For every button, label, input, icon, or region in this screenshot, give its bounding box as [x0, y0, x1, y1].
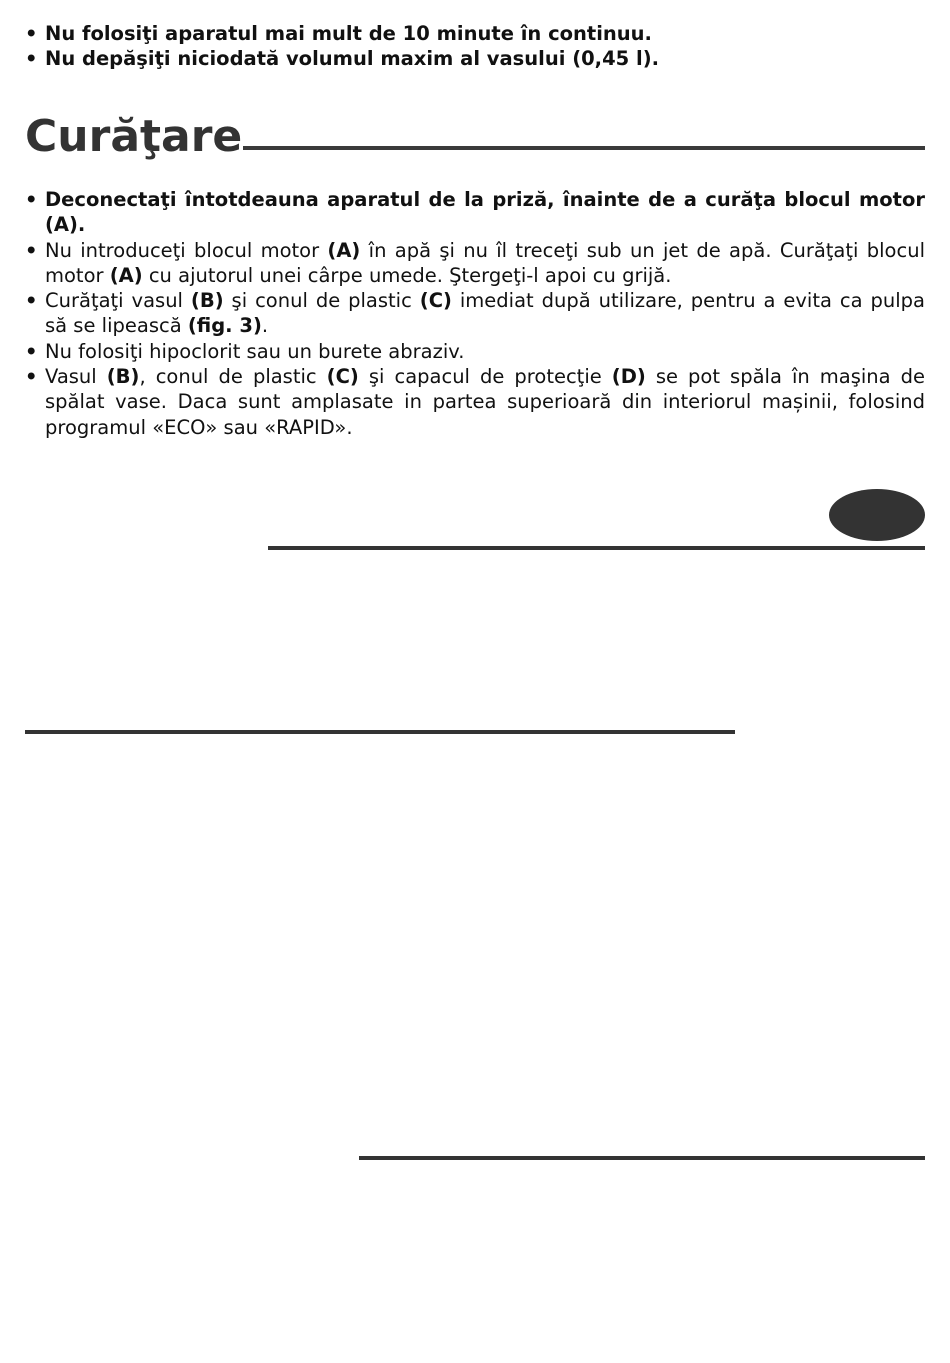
instruction-dishwasher: • Vasul (B), conul de plastic (C) şi capacul de protecţie (D) se pot spăla în maşina de spălat vase. Daca sunt amplasate in partea superioară din interiorul mașinii, folosind programul «ECO» sau «RAPID».	[25, 364, 925, 440]
section-rule	[268, 546, 925, 550]
instruction-clean-bowl: • Curăţaţi vasul (B) şi conul de plastic (C) imediat după utilizare, pentru a evita ca pulpa să se lipească (fig. 3).	[25, 288, 925, 339]
section-rule	[359, 1156, 925, 1160]
intro-warning-list	[25, 21, 925, 72]
instruction-no-abrasive: • Nu folosiţi hipoclorit sau un burete abraziv.	[25, 339, 925, 364]
section-rule	[25, 730, 735, 734]
section-title: Curăţare	[25, 111, 243, 162]
warning-max-time: • Nu folosiţi aparatul mai mult de 10 minute în continuu.	[25, 21, 925, 46]
instruction-unplug: • Deconectaţi întotdeauna aparatul de la priză, înainte de a curăţa blocul motor (A).	[25, 187, 925, 238]
heading-rule	[243, 146, 925, 150]
instruction-no-water: • Nu introduceţi blocul motor (A) în apă şi nu îl treceţi sub un jet de apă. Curăţaţi blocul motor (A) cu ajutorul unei cârpe umede. Ştergeţi-l apoi cu grijă.	[25, 238, 925, 289]
cleaning-instructions-list	[25, 187, 925, 440]
language-badge	[829, 489, 925, 541]
section-header	[25, 110, 925, 166]
warning-max-volume: • Nu depăşiţi niciodată volumul maxim al vasului (0,45 l).	[25, 46, 925, 71]
